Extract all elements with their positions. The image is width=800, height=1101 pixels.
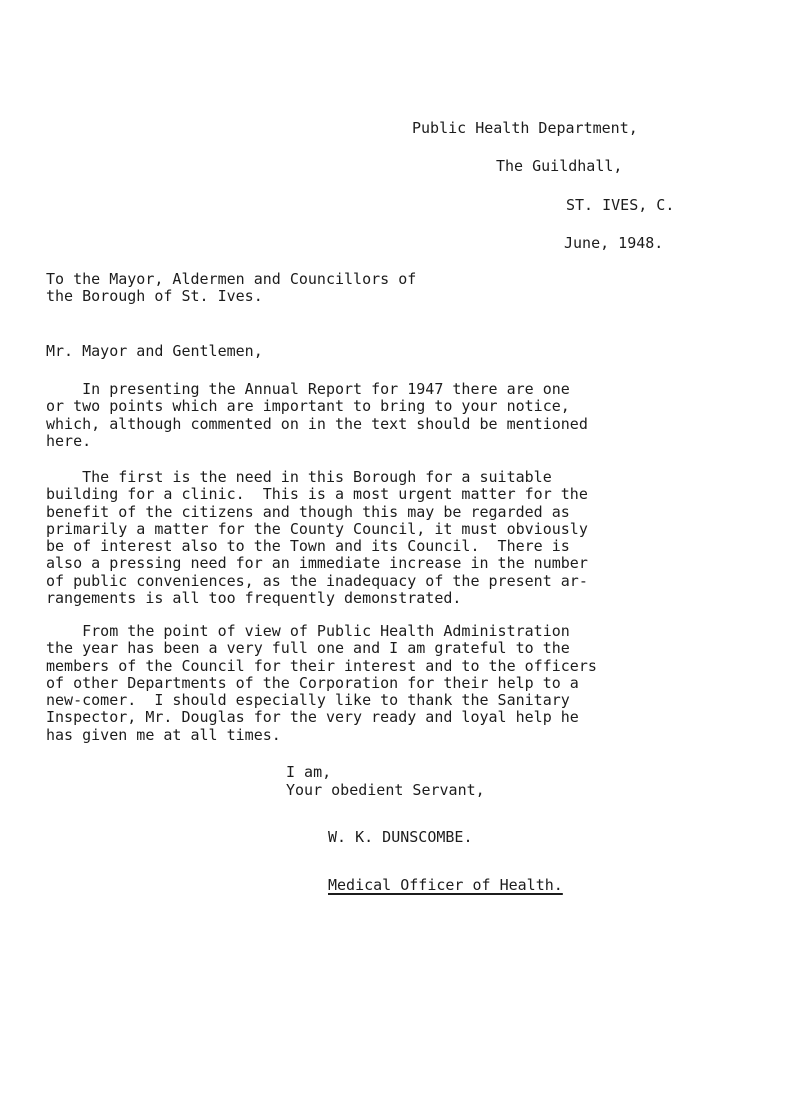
paragraph-3: From the point of view of Public Health Administration the year has been a very full one and I am grateful to the members of the Council for their interest and to the officers of other Departments of the Corporation for their help to a new-comer. I should especially like to thank the Sanitary Inspector, Mr. Douglas for the very ready and loyal help he has given me at all times. [46, 622, 597, 744]
address-building: The Guildhall, [496, 157, 623, 175]
address-town: ST. IVES, C. [566, 196, 675, 214]
recipient-line-1: To the Mayor, Aldermen and Councillors of [46, 270, 417, 288]
signatory-title: Medical Officer of Health. [328, 876, 563, 894]
closing-line-1: I am, [286, 763, 332, 781]
address-department: Public Health Department, [412, 119, 638, 137]
paragraph-1: In presenting the Annual Report for 1947 there are one or two points which are important to bring to your notice, which, although commented on in the text should be mentioned here. [46, 380, 588, 450]
letter-date: June, 1948. [564, 234, 664, 252]
signatory-name: W. K. DUNSCOMBE. [328, 828, 473, 846]
salutation: Mr. Mayor and Gentlemen, [46, 342, 263, 360]
paragraph-2: The first is the need in this Borough for a suitable building for a clinic. This is a most urgent matter for the benefit of the citizens and though this may be regarded as primarily a matter for the County Council, it must obviously be of interest also to the Town and its Council. There is also a pressing need for an immediate increase in the number of public conveniences, as the inadequacy of the present ar- rangements is all too frequently demonstrated. [46, 468, 588, 608]
recipient-line-2: the Borough of St. Ives. [46, 287, 263, 305]
closing-line-2: Your obedient Servant, [286, 781, 485, 799]
